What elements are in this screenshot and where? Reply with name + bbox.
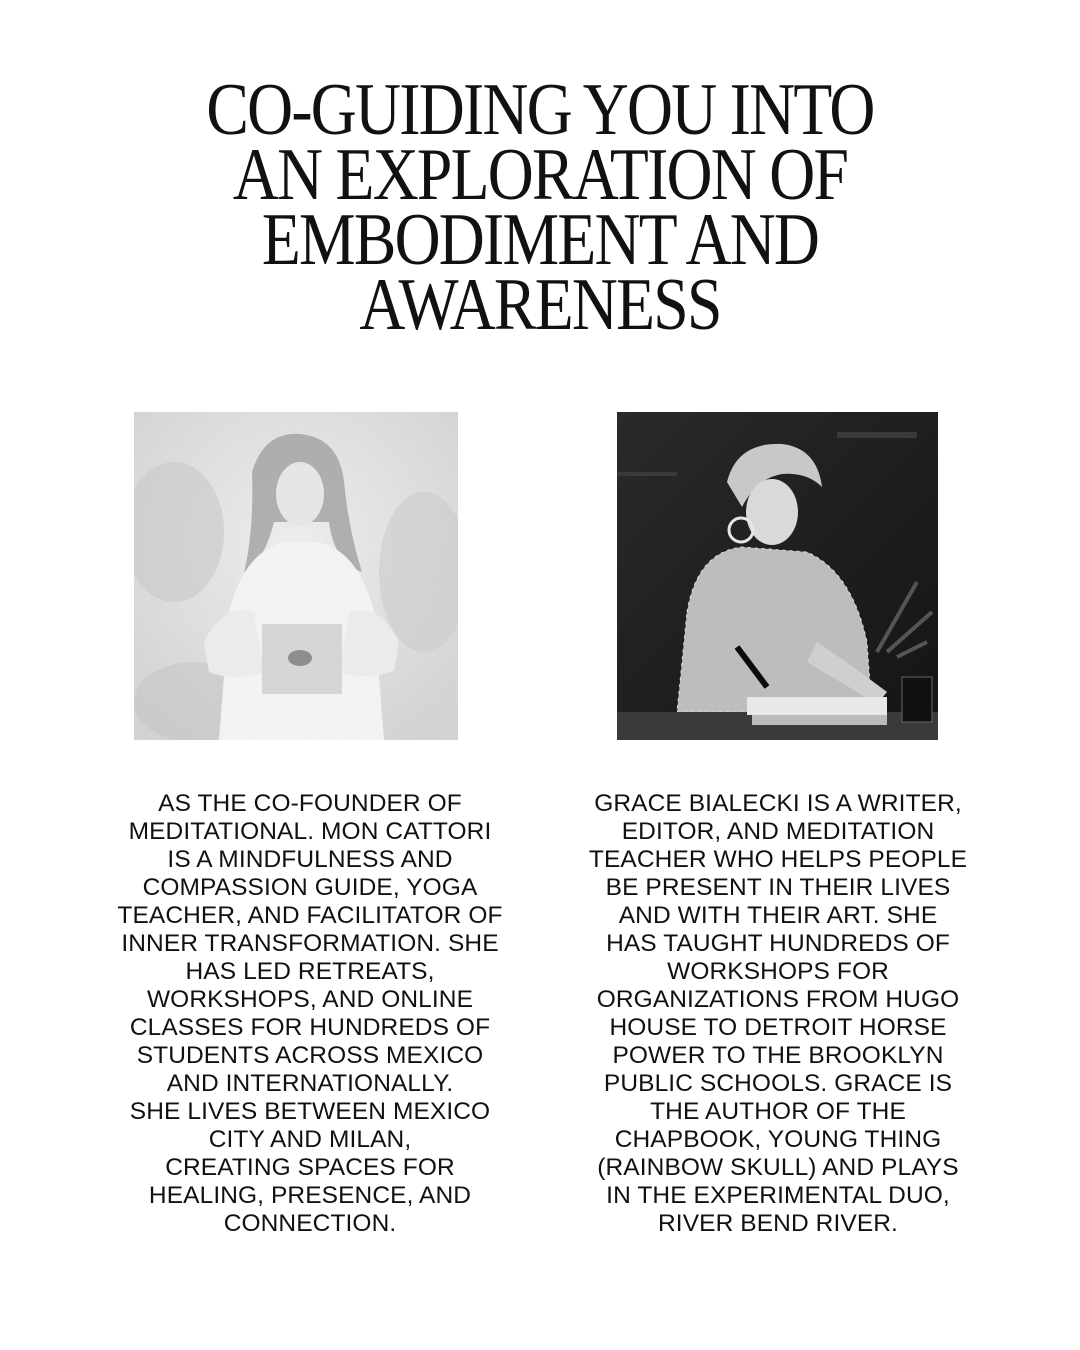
bio-line: WORKSHOPS FOR <box>667 958 889 985</box>
bio-line: GRACE BIALECKI IS A WRITER, <box>594 790 962 817</box>
bio-line: AS THE CO-FOUNDER OF <box>158 790 462 817</box>
bio-line: CLASSES FOR HUNDREDS OF <box>129 1014 491 1041</box>
bio-line: TEACHER, AND FACILITATOR OF <box>117 902 503 929</box>
bio-line: CITY AND MILAN, <box>208 1126 412 1153</box>
title-line: AWARENESS <box>359 264 721 346</box>
bio-line: MEDITATIONAL. MON CATTORI <box>128 818 492 845</box>
bio-line: STUDENTS ACROSS MEXICO <box>136 1042 484 1069</box>
bio-line: HAS LED RETREATS, <box>185 958 435 985</box>
bio-line: PUBLIC SCHOOLS. GRACE IS <box>603 1070 953 1097</box>
bio-line: RIVER BEND RIVER. <box>658 1210 898 1237</box>
bio-line: SHE LIVES BETWEEN MEXICO <box>129 1098 491 1125</box>
bio-line: ORGANIZATIONS FROM HUGO <box>596 986 960 1013</box>
bio-line: WORKSHOPS, AND ONLINE <box>146 986 474 1013</box>
title-line: EMBODIMENT AND <box>261 199 819 281</box>
bio-line: HOUSE TO DETROIT HORSE <box>609 1014 947 1041</box>
guide-photo-mon-cattori <box>134 412 458 740</box>
bio-line: (RAINBOW SKULL) AND PLAYS <box>597 1154 959 1181</box>
bio-line: CHAPBOOK, YOUNG THING <box>614 1126 942 1153</box>
bio-line: TEACHER WHO HELPS PEOPLE <box>588 846 968 873</box>
title-line: CO-GUIDING YOU INTO <box>206 69 874 151</box>
bio-line: COMPASSION GUIDE, YOGA <box>142 874 478 901</box>
guide-photo-grace-bialecki <box>617 412 938 740</box>
bio-line: EDITOR, AND MEDITATION <box>621 818 935 845</box>
bio-line: AND INTERNATIONALLY. <box>166 1070 454 1097</box>
guide-bio-mon-cattori <box>90 790 530 1238</box>
bio-line: THE AUTHOR OF THE <box>650 1098 906 1125</box>
bio-line: BE PRESENT IN THEIR LIVES <box>605 874 951 901</box>
title-line: AN EXPLORATION OF <box>232 134 848 216</box>
bio-line: HAS TAUGHT HUNDREDS OF <box>606 930 950 957</box>
bio-line: IN THE EXPERIMENTAL DUO, <box>606 1182 950 1209</box>
bio-line: POWER TO THE BROOKLYN <box>612 1042 944 1069</box>
guide-bio-grace-bialecki <box>558 790 998 1238</box>
bio-line: CONNECTION. <box>223 1210 397 1237</box>
bio-line: CREATING SPACES FOR <box>165 1154 455 1181</box>
bio-line: HEALING, PRESENCE, AND <box>148 1182 472 1209</box>
bio-line: IS A MINDFULNESS AND <box>167 846 453 873</box>
page-title <box>76 69 1005 346</box>
bio-line: INNER TRANSFORMATION. SHE <box>121 930 499 957</box>
bio-line: AND WITH THEIR ART. SHE <box>618 902 938 929</box>
